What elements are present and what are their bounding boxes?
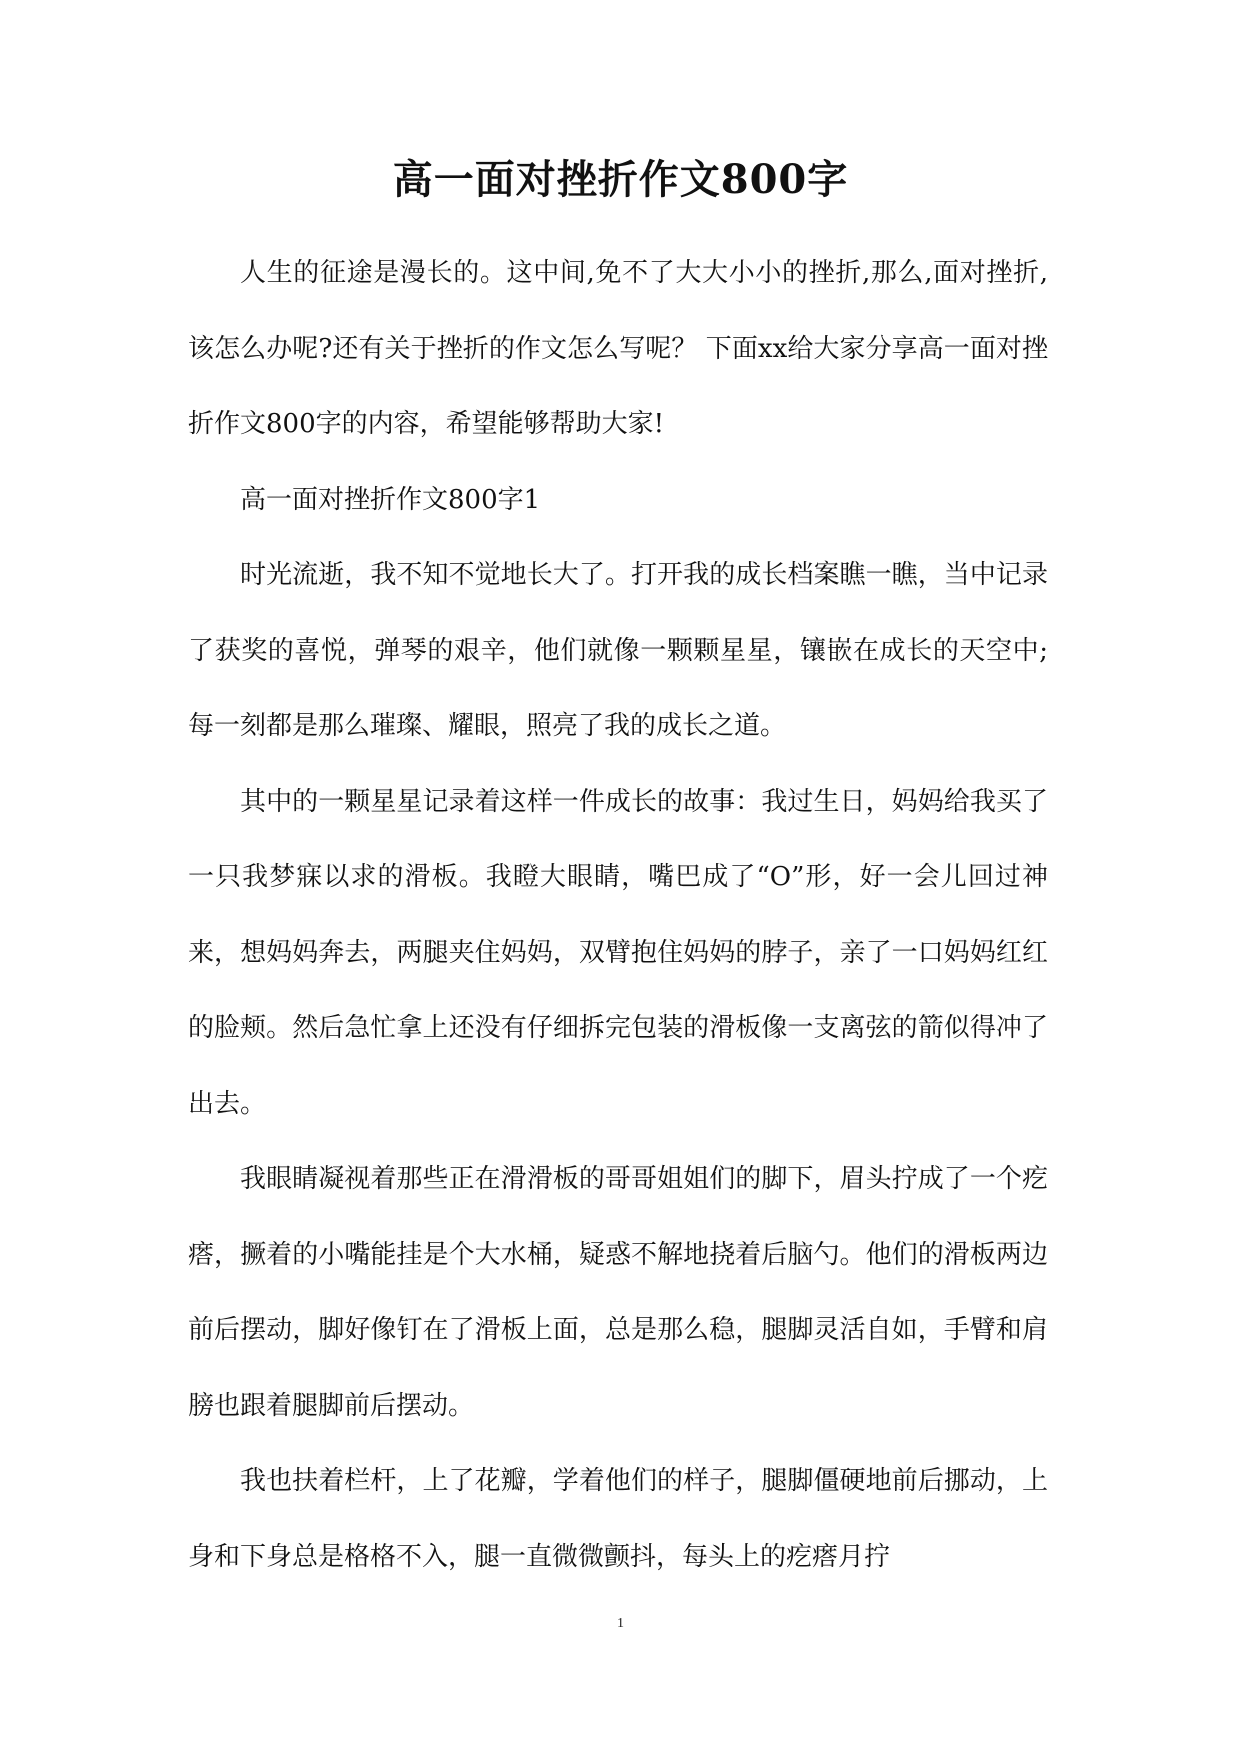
paragraph: 我也扶着栏杆，上了花瓣，学着他们的样子，腿脚僵硬地前后挪动，上身和下身总是格格不入，腿一直微微颤抖，每头上的疙瘩月拧	[188, 1466, 1048, 1572]
page-number: 1	[617, 1616, 624, 1631]
paragraph-intro: 人生的征途是漫长的。这中间,免不了大大小小的挫折,那么,面对挫折,该怎么办呢?还有关于挫折的作文怎么写呢？ 下面xx给大家分享高一面对挫折作文800字的内容，希望能够帮助大家!	[188, 258, 1048, 439]
section-heading: 高一面对挫折作文800字1	[240, 484, 541, 515]
paragraph: 时光流逝，我不知不觉地长大了。打开我的成长档案瞧一瞧，当中记录了获奖的喜悦，弹琴的艰辛，他们就像一颗颗星星，镶嵌在成长的天空中;每一刻都是那么璀璨、耀眼，照亮了我的成长之道。	[188, 560, 1048, 741]
paragraph: 其中的一颗星星记录着这样一件成长的故事：我过生日，妈妈给我买了一只我梦寐以求的滑板。我瞪大眼睛，嘴巴成了“O”形，好一会儿回过神来，想妈妈奔去，两腿夹住妈妈，双臂抱住妈妈的脖子，亲了一口妈妈红红的脸颊。然后急忙拿上还没有仔细拆完包装的滑板像一支离弦的箭似得冲了出去。	[188, 786, 1048, 1119]
document-title: 高一面对挫折作文800字	[392, 156, 849, 203]
paragraph: 我眼睛凝视着那些正在滑滑板的哥哥姐姐们的脚下，眉头拧成了一个疙瘩，撅着的小嘴能挂是个大水桶，疑惑不解地挠着后脑勺。他们的滑板两边前后摆动，脚好像钉在了滑板上面，总是那么稳，腿脚灵活自如，手臂和肩膀也跟着腿脚前后摆动。	[188, 1164, 1048, 1421]
document-body	[188, 236, 1048, 1595]
